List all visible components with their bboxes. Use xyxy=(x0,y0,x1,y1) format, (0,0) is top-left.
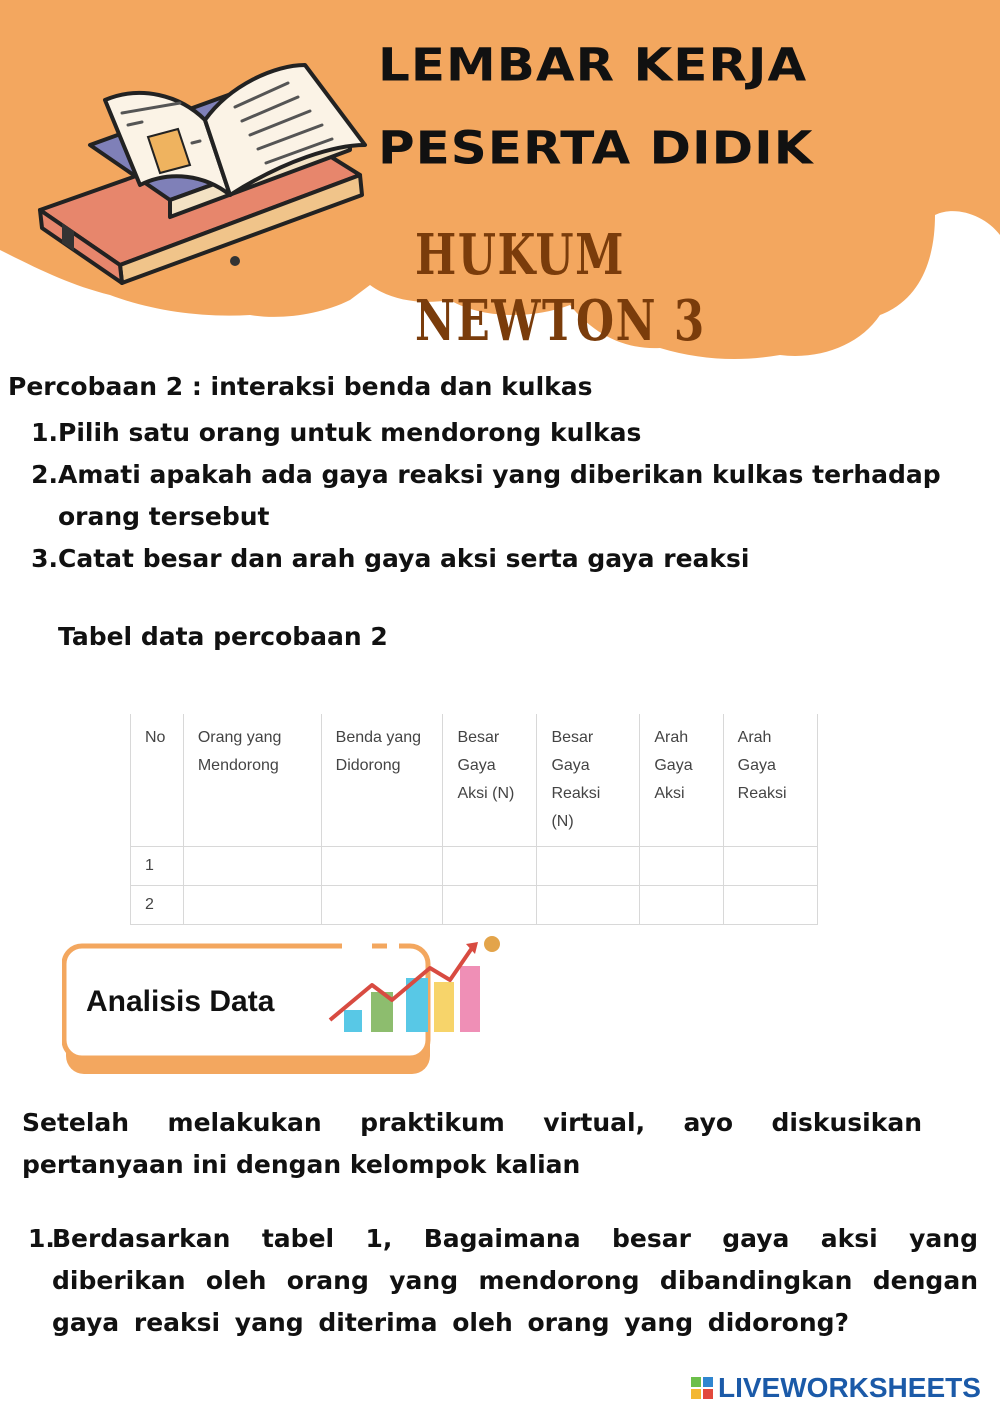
table-cell[interactable] xyxy=(183,886,321,925)
data-table xyxy=(130,714,818,925)
table-cell[interactable] xyxy=(537,886,640,925)
table-cell[interactable] xyxy=(443,847,537,886)
table-caption: Tabel data percobaan 2 xyxy=(58,622,388,651)
brand-watermark xyxy=(690,1372,981,1404)
step-text: Amati apakah ada gaya reaksi yang diberikan kulkas terhadap orang tersebut xyxy=(58,460,941,531)
table-cell: 2 xyxy=(131,886,184,925)
analysis-intro: Setelah melakukan praktikum virtual, ayo diskusikan pertanyaan ini dengan kelompok kalian xyxy=(22,1108,922,1179)
step-text: Catat besar dan arah gaya aksi serta gaya reaksi xyxy=(58,544,750,573)
worksheet-title-line1: LEMBAR KERJA xyxy=(378,38,808,92)
column-header: Benda yang Didorong xyxy=(321,714,443,847)
liveworksheets-logo-icon xyxy=(690,1376,714,1400)
list-item xyxy=(26,538,956,580)
experiment-steps xyxy=(26,412,956,580)
table-cell[interactable] xyxy=(537,847,640,886)
table-cell[interactable] xyxy=(321,847,443,886)
table-row xyxy=(131,886,818,925)
books-illustration xyxy=(30,25,375,285)
brand-text: LIVEWORKSHEETS xyxy=(718,1372,981,1403)
column-header: Besar Gaya Aksi (N) xyxy=(443,714,537,847)
worksheet-title-line2: PESERTA DIDIK xyxy=(378,121,814,175)
table-cell[interactable] xyxy=(640,847,723,886)
step-number: 2. xyxy=(31,460,58,489)
step-number: 3. xyxy=(31,544,58,573)
step-number: 1. xyxy=(31,418,58,447)
question-number: 1. xyxy=(28,1224,55,1253)
table-row xyxy=(131,847,818,886)
analysis-label: Analisis Data xyxy=(86,985,275,1018)
table-cell[interactable] xyxy=(723,886,817,925)
column-header: Arah Gaya Aksi xyxy=(640,714,723,847)
column-header: No xyxy=(131,714,184,847)
list-item xyxy=(26,412,956,454)
column-header: Besar Gaya Reaksi (N) xyxy=(537,714,640,847)
table-cell[interactable] xyxy=(443,886,537,925)
table-header-row xyxy=(131,714,818,847)
table-cell: 1 xyxy=(131,847,184,886)
column-header: Orang yang Mendorong xyxy=(183,714,321,847)
bar-icon-part xyxy=(344,1010,362,1032)
table-cell[interactable] xyxy=(640,886,723,925)
column-header: Arah Gaya Reaksi xyxy=(723,714,817,847)
table-cell[interactable] xyxy=(183,847,321,886)
question-text: Berdasarkan tabel 1, Bagaimana besar gaya aksi yang diberikan oleh orang yang mendorong dibandingkan dengan gaya reaksi yang diterima oleh orang yang didorong? xyxy=(52,1224,978,1337)
list-item xyxy=(26,454,956,538)
worksheet-subtitle: HUKUM NEWTON 3 xyxy=(415,222,706,354)
question-item xyxy=(28,1218,978,1344)
experiment-title: Percobaan 2 : interaksi benda dan kulkas xyxy=(8,372,593,401)
table-cell[interactable] xyxy=(723,847,817,886)
step-text: Pilih satu orang untuk mendorong kulkas xyxy=(58,418,642,447)
table-cell[interactable] xyxy=(321,886,443,925)
